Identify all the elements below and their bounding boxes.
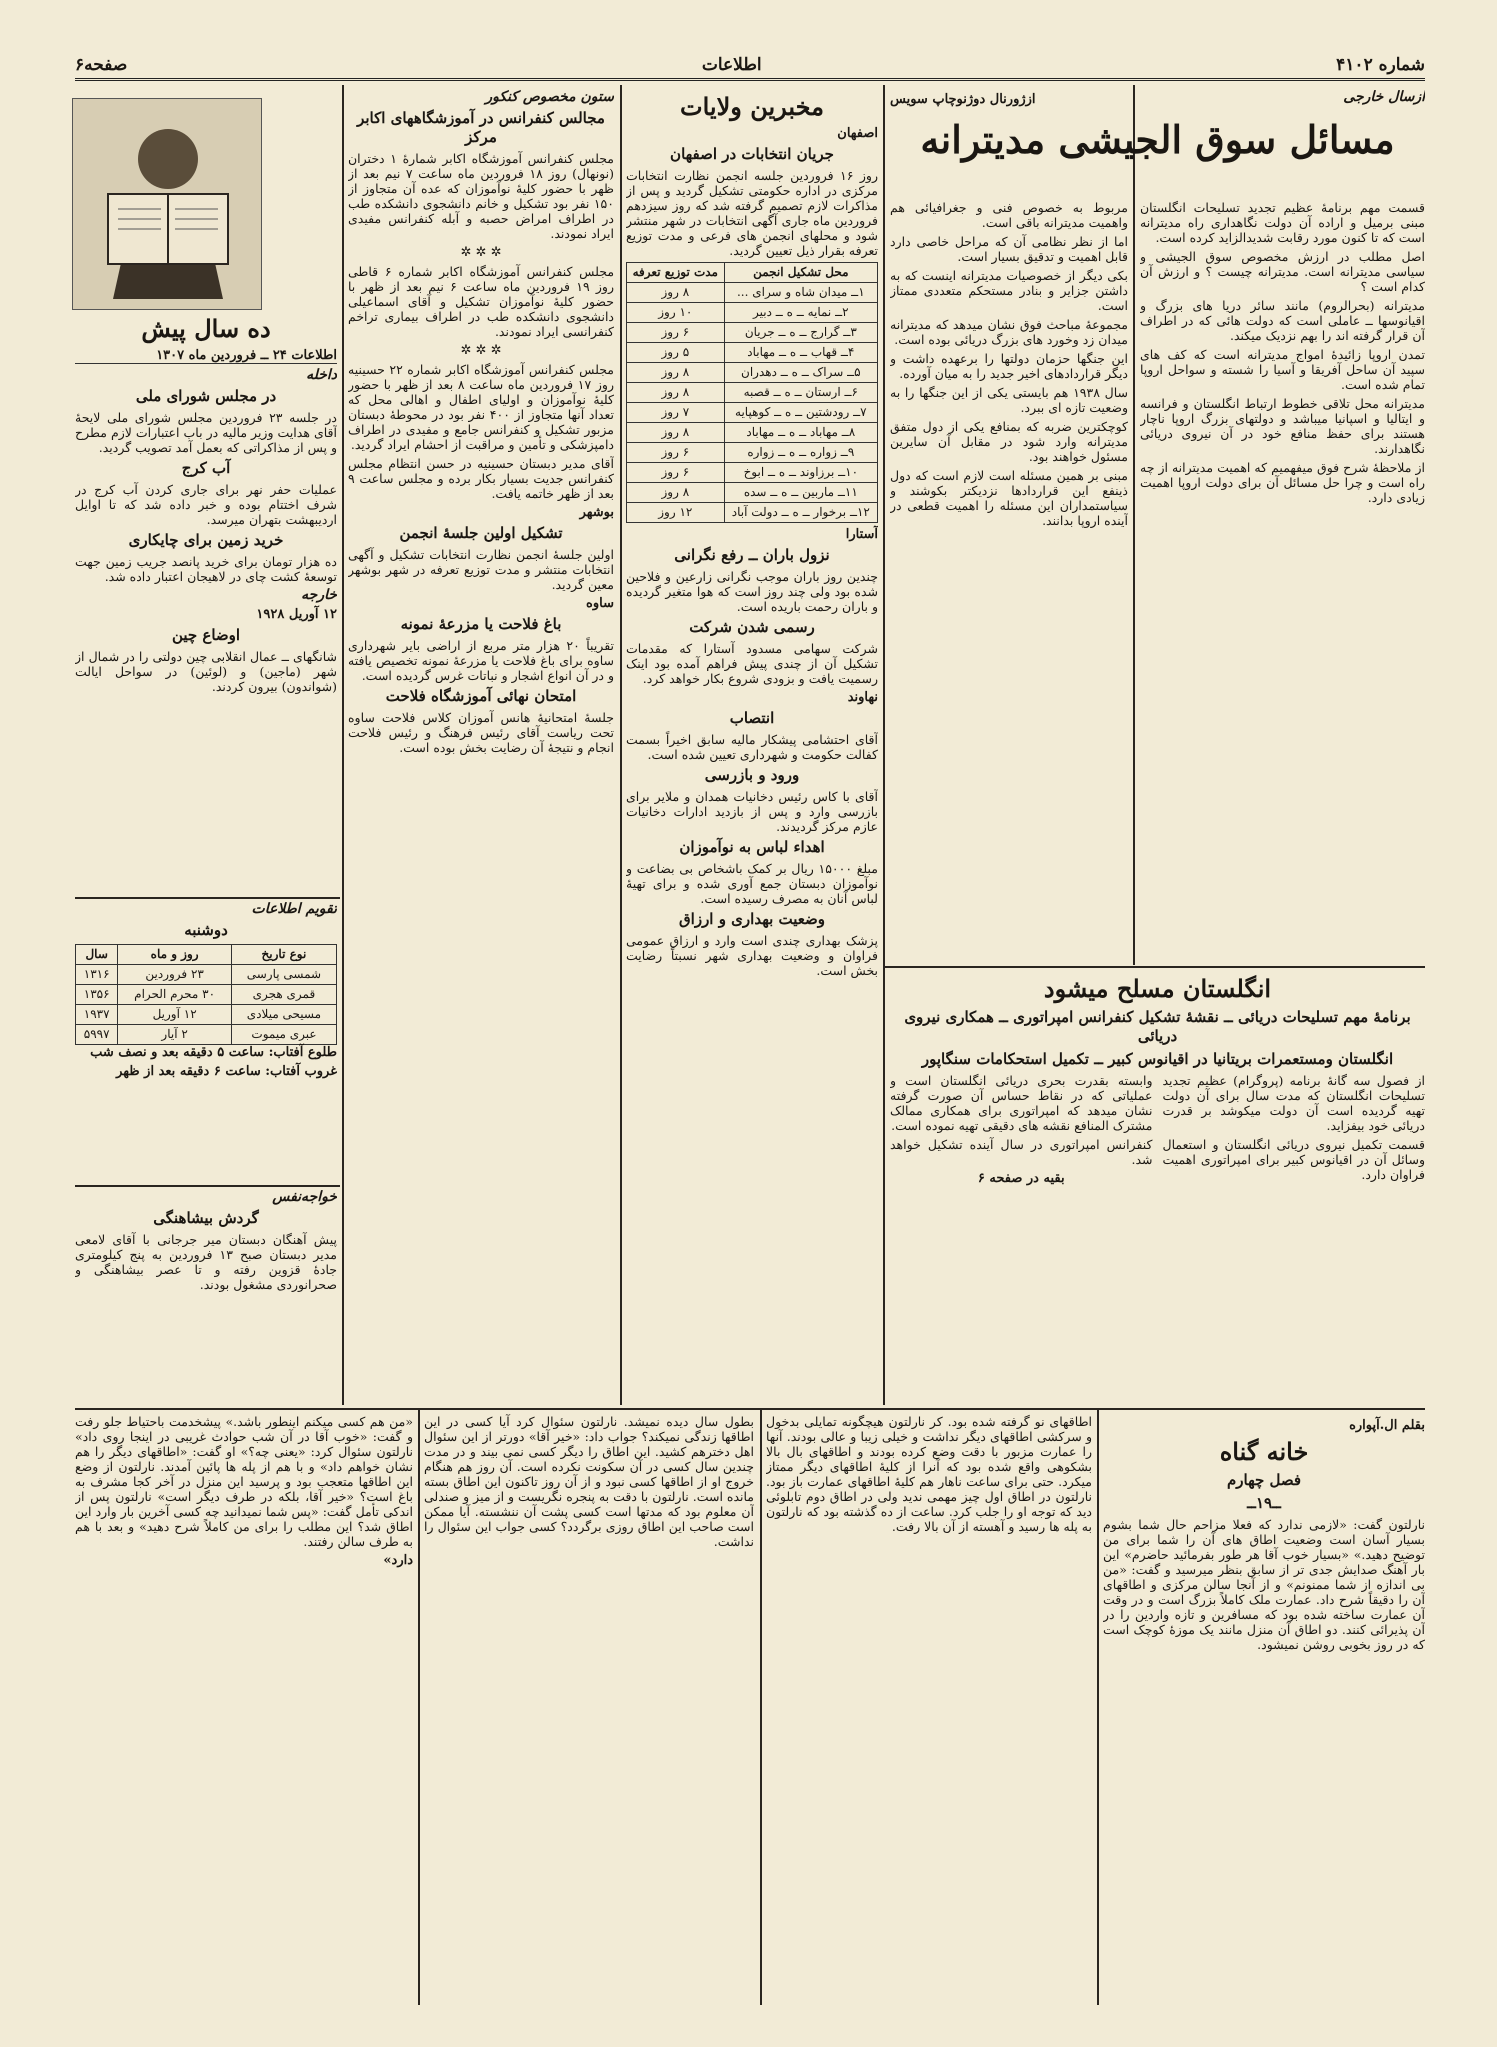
- table-cell: ۱۲ــ برخوار ــ ه ــ دولت آباد: [724, 503, 877, 523]
- table-header: محل تشکیل انجمن: [724, 263, 877, 283]
- paper-name: اطلاعات: [701, 55, 762, 75]
- city-heading: آستارا: [845, 527, 878, 542]
- serial-continued: دارد»: [383, 1553, 413, 1568]
- column-rule: [760, 1410, 762, 2005]
- news-paragraph: شانگهای ــ عمال انقلابی چین دولتی را در شمال از شهر (ماجین) و (لوئین) در سواحل ایالت (شواندون) بیرون کردند.: [75, 649, 337, 694]
- england-paragraph: کنفرانس امپراتوری در سال آینده تشکیل خواهد شد.: [890, 1137, 1153, 1167]
- mediterranean-paragraph: اصل مطلب در ارزش مخصوص سوق الجیشی و سیاسی مدیترانه است. مدیترانه چیست ؟ و ارزش آن کدام است ؟: [1140, 249, 1425, 294]
- provinces-title: مخبرین ولایات: [680, 92, 824, 121]
- table-row: [627, 323, 878, 343]
- table-header: مدت توزیع تعرفه: [627, 263, 725, 283]
- serial-column-3: [424, 1414, 754, 2004]
- news-paragraph: ده هزار تومان برای خرید پانصد جریب زمین جهت توسعهٔ کشت چای در لاهیجان اعتبار داده شد.: [75, 554, 337, 584]
- calendar-box: [75, 900, 337, 1180]
- serial-part: ــ۱۹ــ: [1247, 1494, 1281, 1512]
- mediterranean-paragraph: تمدن اروپا زائیدهٔ امواج مدیترانه است که کف های سپید آن ساحل آفریقا و آسیا را شسته و سواحل اروپا تمام شده است.: [1140, 347, 1425, 392]
- column-rule: [883, 85, 885, 1405]
- conference-title: مجالس کنفرانس در آموزشگاههای اکابر مرکز: [357, 109, 605, 146]
- foreign-source: ازژورنال دوژنوچاپ سویس: [890, 92, 1036, 107]
- reading-man-icon: [73, 99, 261, 309]
- news-paragraph: پزشک بهداری چندی است وارد و ارزاق عمومی فراوان و وضعیت بهداری شهر نسبتاً رضایت بخش است.: [626, 933, 878, 978]
- news-paragraph: پیش آهنگان دبستان میر جرجانی با آقای لامعی مدیر دبستان صبح ۱۳ فروردین به پنج کیلومتری جادهٔ قزوین رفته و تا عصر بیشاهنگی و صحرانوردی مشغول بودند.: [75, 1232, 337, 1292]
- serial-column-2: [766, 1414, 1092, 2004]
- england-paragraph: وابسته بقدرت بحری دریائی انگلستان است و عملیاتی که در نقاط حساس آن صورت گرفته نشان میدهد که امپراتوری برای همکاری ممالک مشترک المنافع نقشه های دقیقی تهیه نموده است.: [890, 1073, 1153, 1133]
- news-heading: باغ فلاحت یا مزرعهٔ نمونه: [400, 615, 562, 633]
- mediterranean-paragraph: مبنی بر همین مسئله است لازم است که دول ذینفع این قراردادها نزدیکتر بکوشند و سیاستمداران این مسئله را اهمیت قطعی در آینده اروپا بدانند.: [890, 468, 1128, 528]
- mediterranean-title: مسائل سوق الجیشی مدیترانه: [920, 117, 1395, 162]
- table-row: [627, 423, 878, 443]
- mediterranean-paragraph: مدیترانه (بحرالروم) مانند سائر دریا های بزرگ و اقیانوسها ــ عاملی است که دولت هائی که در اطراف آن قرار گرفته اند را بهم نزدیک میکند.: [1140, 298, 1425, 343]
- news-paragraph: در جلسه ۲۳ فروردین مجلس شورای ملی لایحهٔ آقای هدایت وزیر مالیه در باب اعتبارات لازم مطرح و پس از مذاکراتی که بعمل آمد تصویب گردید.: [75, 410, 337, 455]
- separator-stars-icon: ✲ ✲ ✲: [460, 343, 502, 358]
- mediterranean-paragraph: از ملاحظهٔ شرح فوق میفهمیم که اهمیت مدیترانه از چه راه است و چرا حل مسائل آن برای دولت اروپا اهمیت زیادی دارد.: [1140, 460, 1425, 505]
- calendar-title: تقویم اطلاعات: [251, 901, 337, 917]
- sunset-time: غروب آفتاب: ساعت ۶ دقیقه بعد از ظهر: [116, 1064, 337, 1079]
- issue-number: شماره ۴۱۰۲: [1336, 55, 1425, 75]
- news-paragraph: روز ۱۶ فروردین جلسه انجمن نظارت انتخابات مرکزی در اداره حکومتی تشکیل گردید و پس از مذاکرات لازم تصمیم گرفته شد که روز سیزدهم فروردین ماه جاری آگهی انتخابات در شهر منتشر شود و محلهای انجمن های فرعی و مدت توزیع تعرفه بقرار ذیل تعیین گردید.: [626, 168, 878, 258]
- table-row: [76, 1005, 337, 1025]
- conference-paragraph: مجلس کنفرانس آموزشگاه اکابر شمارهٔ ۱ دختران (نونهال) روز ۱۸ فروردین ماه ساعت ۷ نیم بعد از ظهر با حضور کلیهٔ نوآموزان که عده آن متجاوز از ۱۵۰ نفر بود تشکیل و خانم دانشجوی دانشکده طب در اطراف امراض حصبه و آبله کنفرانس مفیدی ایراد نمودند.: [348, 151, 614, 241]
- table-header: روز و ماه: [118, 945, 232, 965]
- news-paragraph: عملیات حفر نهر برای جاری کردن آب کرج در شرف اختتام بوده و خبر داده شد که تا اوایل اردیبهشت بتهران میرسد.: [75, 482, 337, 527]
- table-row: [627, 483, 878, 503]
- conference-paragraph: مجلس کنفرانس آموزشگاه اکابر شماره ۶ قاطی روز ۱۹ فروردین ماه ساعت ۶ نیم بعد از ظهر با حضور کلیهٔ نوآموزان تشکیل و آقای اسماعیلی دانشجوی دانشکده طب در اطراف بیماری تراخم کنفرانسی ایراد نمودند.: [348, 264, 614, 339]
- news-heading: جریان انتخابات در اصفهان: [670, 145, 834, 163]
- table-cell: ۶ روز: [627, 463, 725, 483]
- serial-author: بقلم ال.آپواره: [1349, 1418, 1425, 1433]
- table-cell: عبری میموت: [231, 1025, 336, 1045]
- table-cell: ۲ آیار: [118, 1025, 232, 1045]
- table-cell: ۱ــ میدان شاه و سرای ...: [724, 283, 877, 303]
- table-cell: شمسی پارسی: [231, 965, 336, 985]
- table-row: [627, 283, 878, 303]
- table-cell: ۱۲ آوریل: [118, 1005, 232, 1025]
- table-row: [76, 965, 337, 985]
- table-cell: ۹ــ زواره ــ ه ــ زواره: [724, 443, 877, 463]
- table-cell: ۱۹۳۷: [76, 1005, 118, 1025]
- mediterranean-paragraph: سال ۱۹۳۸ هم بایستی یکی از این جنگها را به وضعیت تازه ای ببرد.: [890, 385, 1128, 415]
- city-heading: بوشهر: [579, 505, 614, 520]
- ten-years-column: [75, 310, 337, 895]
- mediterranean-paragraph: کوچکترین ضربه که بمنافع یکی از دول متفق مدیترانه وارد شود در مقابل آن سایرین مسئول خواهند بود.: [890, 419, 1128, 464]
- sunrise-time: طلوع آفتاب: ساعت ۵ دقیقه بعد و نصف شب: [90, 1045, 337, 1060]
- england-paragraph: از فصول سه گانهٔ برنامه (پروگرام) عظیم تجدید تسلیحات انگلستان که مدت سال برای آن دولت تهیه گردیده است آن دولت میکوشد بر قدرت دریائی خود بیفزاید.: [1162, 1073, 1425, 1133]
- illustration-image: [72, 98, 262, 310]
- table-cell: ۷ روز: [627, 403, 725, 423]
- table-cell: ۸ روز: [627, 383, 725, 403]
- continued-note: بقیه در صفحه ۶: [977, 1171, 1065, 1186]
- news-paragraph: آقای با کاس رئیس دخانیات همدان و ملایر برای بازرسی وارد و پس از بازدید ادارات دخانیات عازم مرکز گردیدند.: [626, 789, 878, 834]
- news-heading: اهداء لباس به نوآموزان: [679, 838, 825, 856]
- news-paragraph: چندین روز باران موجب نگرانی زارعین و فلاحین شده بود ولی چند روز است که هوا متغیر گردیده و باران رحمت باریده است.: [626, 569, 878, 614]
- section-rule: [75, 897, 340, 899]
- england-paragraph: قسمت تکمیل نیروی دریائی انگلستان و استعمال وسائل آن در اقیانوس کبیر برای امپراتوری اهمیت فراوان دارد.: [1162, 1137, 1425, 1182]
- england-article: [890, 970, 1425, 1405]
- table-cell: ۱۳۱۶: [76, 965, 118, 985]
- serial-column-1: [1103, 1414, 1425, 2004]
- calendar-table: [75, 944, 337, 1045]
- table-row: [627, 363, 878, 383]
- table-cell: ۴ــ قهاب ــ ه ــ مهاباد: [724, 343, 877, 363]
- conference-kicker: ستون مخصوص کنکور: [485, 89, 614, 105]
- mediterranean-paragraph: این جنگها حزمان دولتها را برعهده داشت و دیگر قراردادهای اخیر جدید را به میان آورده.: [890, 351, 1128, 381]
- foreign-date: ۱۲ آوریل ۱۹۲۸: [256, 607, 337, 622]
- news-heading: نزول باران ــ رفع نگرانی: [674, 546, 830, 564]
- table-cell: مسیحی میلادی: [231, 1005, 336, 1025]
- table-cell: قمری هجری: [231, 985, 336, 1005]
- mediterranean-paragraph: مربوط به خصوص فنی و جغرافیائی هم واهمیت مدیترانه باقی است.: [890, 200, 1128, 230]
- table-cell: ۱۲ روز: [627, 503, 725, 523]
- conferences-column: [348, 88, 614, 1406]
- table-row: [627, 443, 878, 463]
- provinces-column: [626, 88, 878, 1406]
- column-rule: [342, 85, 344, 1405]
- table-cell: ۱۳۵۶: [76, 985, 118, 1005]
- news-heading: تشکیل اولین جلسهٔ انجمن: [399, 524, 563, 542]
- table-cell: ۸ــ مهاباد ــ ه ــ مهاباد: [724, 423, 877, 443]
- table-cell: ۱۰ روز: [627, 303, 725, 323]
- table-cell: ۵ــ سراک ــ ه ــ دهدران: [724, 363, 877, 383]
- table-row: [76, 1025, 337, 1045]
- column-rule: [418, 1410, 420, 2005]
- news-paragraph: آقای احتشامی پیشکار مالیه سابق اخیراً بسمت کفالت حکومت و شهرداری تعیین شده است.: [626, 732, 878, 762]
- column-rule: [1097, 1410, 1099, 2005]
- news-heading: در مجلس شورای ملی: [135, 387, 277, 405]
- ten-years-date: اطلاعات ۲۴ ــ فروردین ماه ۱۳۰۷: [75, 348, 337, 364]
- city-heading: نهاوند: [847, 690, 878, 705]
- serial-paragraph: «من هم کسی میکنم اینطور باشد.» پیشخدمت باحتیاط جلو رفت و گفت: «خوب آقا در آن شب حوادث غریبی در اینجا روی داد» نارلتون سئوال کرد: «یعنی چه؟» او گفت: «اطاقهای دیگر را هم نشان خواهم داد» و با هم از پله ها پائین آمدند. نارلتون از وضع این اطاقها متعجب بود و پرسید این منزل در آخر کجا مشرف به باغ است؟ «خیر آقا، بلکه در طرف دیگر است» نارلتون پس از اندکی تأمل گفت: «پس شما نمیدانید چه کسی آخرین بار وارد این اطاق شد؟ این مطلب را برای من کاملاً شرح دهید» و بعد با هم به طرف سالن رفتند.: [75, 1414, 413, 1549]
- table-row: [627, 403, 878, 423]
- table-cell: ۷ــ رودشتین ــ ه ــ کوهپایه: [724, 403, 877, 423]
- serial-chapter: فصل چهارم: [1226, 1471, 1302, 1489]
- table-cell: ۵۹۹۷: [76, 1025, 118, 1045]
- news-heading: آب کرج: [181, 459, 231, 477]
- serial-paragraph: اطاقهای نو گرفته شده بود. کر نارلتون هیچگونه تمایلی بدخول و سرکشی اطاقهای دیگر نداشت و خیلی زیبا و عالی بودند. آنها را عمارت مزبور با دقت وضع کرده بودند و اطاقهای بال بالا بشکوهی واقع شده بود که آنرا از کلیهٔ اطاقهای دیگر ممتاز میکرد. حتی برای ساعت ناهار هم کلیهٔ اطاقهای عمارت باز بود. نارلتون در اطاق اول چیز مهمی ندید ولی در اطاق دوم تابلوئی دید که توجه او را جلب کرد. ساعت از ده گذشته بود که نارلتون به پله ها رسید و آهسته از آن بالا رفت.: [766, 1414, 1092, 1534]
- news-paragraph: مبلغ ۱۵۰۰۰ ریال بر کمک باشخاص بی بضاعت و نوآموزان دبستان جمع آوری شده و برای تهیهٔ لباس آنان به مصرف رسیده است.: [626, 861, 878, 906]
- table-cell: ۲ــ نمایه ــ ه ــ دبیر: [724, 303, 877, 323]
- section-rule: [75, 1185, 340, 1187]
- conference-paragraph: آقای مدیر دبستان حسینیه در حسن انتظام مجلس کنفرانس جدیت بسیار بکار برده و مجلس ساعت ۹ بعد از ظهر خاتمه یافت.: [348, 456, 614, 501]
- scout-box: [75, 1188, 337, 1406]
- table-row: [627, 503, 878, 523]
- city-heading: ساوه: [586, 596, 614, 611]
- mediterranean-paragraph: اما از نظر نظامی آن که مراحل خاصی دارد قابل اهمیت و تدقیق بسیار است.: [890, 234, 1128, 264]
- table-row: [627, 343, 878, 363]
- table-cell: ۲۳ فروردین: [118, 965, 232, 985]
- table-row: [76, 985, 337, 1005]
- table-cell: ۸ روز: [627, 483, 725, 503]
- news-paragraph: شرکت سهامی مسدود آستارا که مقدمات تشکیل آن از چندی پیش فراهم آمده بود اینک رسمیت یافت و بزودی شروع بکار خواهد کرد.: [626, 641, 878, 686]
- section-rule: [885, 966, 1425, 968]
- conference-paragraph: مجلس کنفرانس آموزشگاه اکابر شماره ۲۲ حسینیه روز ۱۷ فروردین ماه ساعت ۸ بعد از ظهر با حضور کلیهٔ نوآموزان و اولیای اطفال و اهالی محل که تعداد آنها متجاوز از ۴۰۰ نفر بود در محوطهٔ دبستان مزبور تشکیل و کنفرانس جامع و مفیدی در اطراف دامپزشکی و تأمین و مراقبت از احشام ایراد گردید.: [348, 362, 614, 452]
- ten-years-title: ده سال پیش: [141, 314, 271, 343]
- table-cell: ۵ روز: [627, 343, 725, 363]
- table-cell: ۳۰ محرم الحرام: [118, 985, 232, 1005]
- news-heading: انتصاب: [729, 709, 775, 727]
- mediterranean-paragraph: مجموعهٔ مباحث فوق نشان میدهد که مدیترانه میدان زد وخورد های بزرگ دریائی بوده است.: [890, 317, 1128, 347]
- scout-title: گردش بیشاهنگی: [153, 1209, 259, 1227]
- serial-title: خانه گناه: [1219, 1437, 1309, 1466]
- table-header: سال: [76, 945, 118, 965]
- england-subtitle: انگلستان ومستعمرات بریتانیا در اقیانوس کبیر ــ تکمیل استحکامات سنگاپور: [921, 1050, 1394, 1068]
- england-title: انگلستان مسلح میشود: [1043, 974, 1272, 1003]
- mediterranean-paragraph: بکی دیگر از خصوصیات مدیترانه اینست که به داشتن جزایر و بنادر مستحکم متعددی ممتاز است.: [890, 268, 1128, 313]
- separator-stars-icon: ✲ ✲ ✲: [460, 245, 502, 260]
- table-cell: ۶ــ ارستان ــ ه ــ قصبه: [724, 383, 877, 403]
- news-heading: خرید زمین برای چایکاری: [128, 531, 284, 549]
- tariff-table: [626, 262, 878, 523]
- table-row: [627, 303, 878, 323]
- mediterranean-column-right: [1140, 200, 1425, 960]
- table-cell: ۶ روز: [627, 443, 725, 463]
- city-heading: اصفهان: [837, 126, 878, 141]
- news-paragraph: تقریباً ۲۰ هزار متر مربع از اراضی بایر شهرداری ساوه برای باغ فلاحت یا مزرعهٔ نمونه تخصیص یافته و در آن انواع اشجار و نباتات غرس گردیده است.: [348, 638, 614, 683]
- page-header: [75, 52, 1425, 81]
- page-number: صفحه۶: [75, 55, 128, 75]
- section-label: داخله: [306, 367, 337, 383]
- table-row: [627, 463, 878, 483]
- calendar-day: دوشنبه: [184, 921, 228, 939]
- serial-paragraph: بطول سال دیده نمیشد. نارلتون سئوال کرد آیا کسی در این اطاقها زندگی نمیکند؟ جواب داد: «خیر آقا» دورتر از این سئوال اهل دخترهم کشید. این اطاق را دیگر کسی نمی بیند و در مدت چندین سال کسی در آن سکونت نکرده است. آن روز هم هنگام خروج او از اطاقها کسی نبود و از آن روز تاکنون این اطاق بسته مانده است. نارلتون با دقت به پنجره نگریست و از میز و صندلی آن معلوم بود که مدتها است کسی پشت آن ننشسته. آیا ممکن است صاحب این اطاق روزی برگردد؟ کسی جواب این سئوال را نداشت.: [424, 1414, 754, 1549]
- table-header: نوع تاریخ: [231, 945, 336, 965]
- news-heading: امتحان نهائی آموزشگاه فلاحت: [385, 687, 577, 705]
- news-heading: اوضاع چین: [171, 626, 241, 644]
- serial-paragraph: نارلتون گفت: «لازمی ندارد که فعلا مزاحم حال شما بشوم بسیار آسان است وضعیت اطاق های آن را شما برای من توضیح دهید.» «بسیار خوب آقا هر طور بفرمائید حاضرم» این بار آهنگ صدایش جدی تر از سابق بنظر میرسید و گفت: «من بی اندازه از شما ممنونم» و از آنجا سالن مرکزی و اطاقهای آن را دقیقاً شرح داد. عمارت ملک کاملاً بزرگ است و در وقت آن عمارت ساخته شده بود که مسافرین و تازه واردین را در آن پذیرائی کنند. دو اطاق آن منزل مانند یک موزهٔ کوچک است که در روز بخوبی روشن نمیشود.: [1103, 1517, 1425, 1652]
- news-heading: رسمی شدن شرکت: [689, 618, 815, 636]
- mediterranean-column-left: [890, 200, 1128, 960]
- mediterranean-paragraph: قسمت مهم برنامهٔ عظیم تجدید تسلیحات انگلستان مبنی برمیل و اراده آن دولت نگاهداری راه مدیترانه است که تا کنون مورد رقابت شدیدالزاید کرده است.: [1140, 200, 1425, 245]
- news-heading: وضعیت بهداری و ارزاق: [679, 910, 825, 928]
- table-cell: ۱۱ــ ماربین ــ ه ــ سده: [724, 483, 877, 503]
- serial-column-4: [75, 1414, 413, 2004]
- table-row: [627, 383, 878, 403]
- foreign-kicker: ازسال خارجی: [1343, 89, 1425, 105]
- section-label: خارجه: [301, 587, 337, 603]
- table-cell: ۸ روز: [627, 423, 725, 443]
- news-paragraph: اولین جلسهٔ انجمن نظارت انتخابات تشکیل و آگهی انتخابات منتشر و مدت توزیع تعرفه در شهر بوشهر معین گردید.: [348, 547, 614, 592]
- table-cell: ۸ روز: [627, 363, 725, 383]
- column-rule: [620, 85, 622, 1405]
- table-cell: ۳ــ گرارج ــ ه ــ جریان: [724, 323, 877, 343]
- england-subtitle: برنامهٔ مهم تسلیحات دریائی ــ نقشهٔ تشکیل کنفرانس امپراتوری ــ همکاری نیروی دریائی: [904, 1008, 1411, 1045]
- table-cell: ۱۰ــ برزاوند ــ ه ــ ابوخ: [724, 463, 877, 483]
- kiosk-kicker: خواجه‌نفس: [272, 1189, 337, 1205]
- section-rule: [75, 1408, 1425, 1410]
- news-heading: ورود و بازرسی: [704, 766, 800, 784]
- mediterranean-paragraph: مدیترانه محل تلاقی خطوط ارتباط انگلستان و فرانسه و ایتالیا و اسپانیا میباشد و دولتهای بزرگ اروپا ناچار هستند برای حفظ منافع خود در آن نیروی دریائی نگاهدارند.: [1140, 396, 1425, 456]
- table-cell: ۸ روز: [627, 283, 725, 303]
- table-cell: ۶ روز: [627, 323, 725, 343]
- news-paragraph: جلسهٔ امتحانیهٔ هانس آموزان کلاس فلاحت ساوه تحت ریاست آقای رئیس فرهنگ و رئیس فلاحت انجام و نتیجهٔ آن رضایت بخش بوده است.: [348, 710, 614, 755]
